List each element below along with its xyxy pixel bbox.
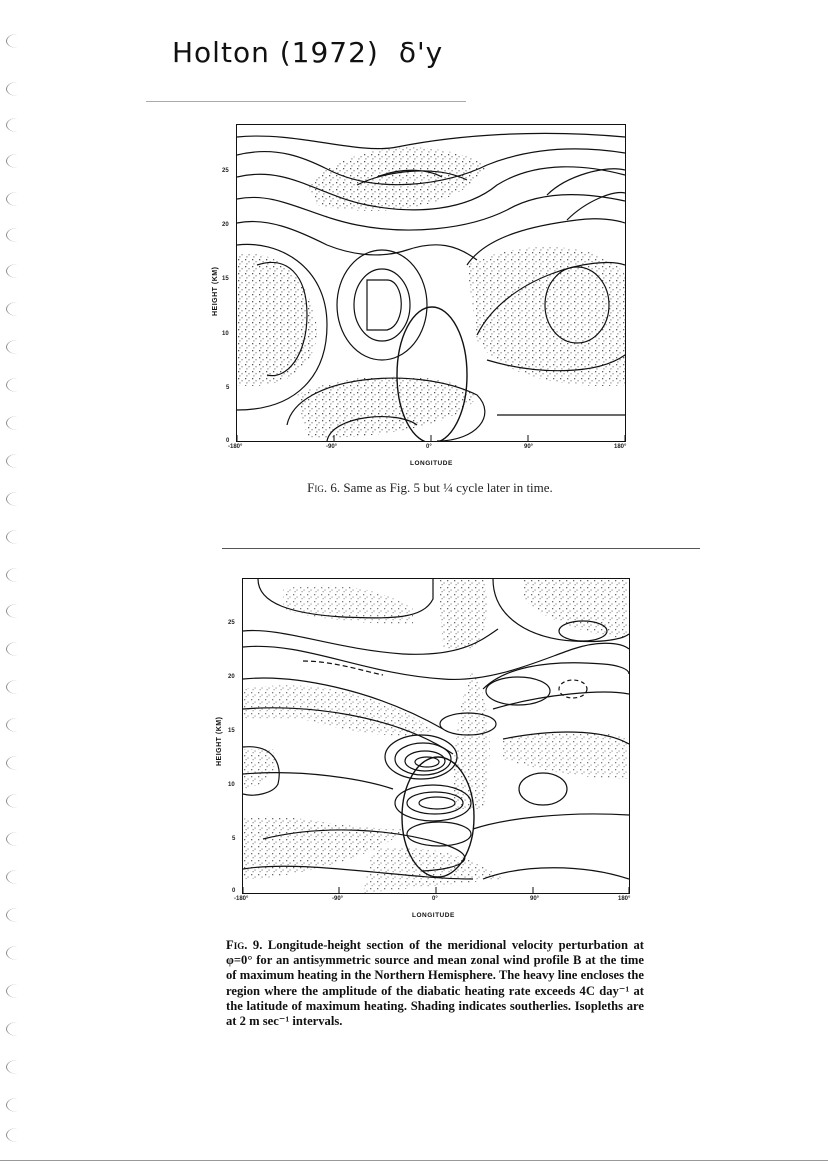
fig9-caption-label: Fig. 9. — [226, 938, 263, 952]
punch-hole — [6, 118, 29, 132]
punch-hole — [6, 794, 29, 808]
punch-hole — [6, 454, 29, 468]
punch-hole — [6, 1060, 29, 1074]
punch-hole — [6, 832, 29, 846]
fig9-shade-region — [453, 669, 490, 809]
fig9-caption-text: Longitude-height section of the meridional velocity perturbation at φ=0° for an antisymmetric source and mean zonal wind profile B at the time of maximum heating in the Northern Hemisphere. The heavy line encloses the region where the amplitude of the diabatic heating rate exceeds 4C day⁻¹ at the latitude of maximum heating. Shading indicates southerlies. Isopleths are at 2 m sec⁻¹ intervals. — [226, 938, 644, 1029]
fig6-y-axis-label: HEIGHT (KM) — [212, 266, 219, 316]
punch-hole — [6, 984, 29, 998]
punch-hole — [6, 378, 29, 392]
fig9-ytick: 15 — [228, 728, 235, 734]
fig6-tick-marks — [237, 435, 625, 441]
fig6-shade-region — [307, 148, 487, 211]
fig9-shade-region — [283, 585, 413, 624]
scan-rule-bottom — [0, 1160, 828, 1161]
punch-hole — [6, 82, 29, 96]
fig9-x-axis-label: LONGITUDE — [412, 912, 455, 919]
fig9-ytick: 10 — [228, 782, 235, 788]
punch-hole — [6, 756, 29, 770]
figure-9-caption — [226, 938, 644, 1029]
fig9-xtick: 90° — [530, 896, 540, 902]
punch-hole — [6, 34, 29, 48]
punch-hole — [6, 642, 29, 656]
fig9-xtick: 180° — [618, 896, 631, 902]
fig9-xtick: -90° — [332, 896, 344, 902]
fig9-y-axis-label: HEIGHT (KM) — [216, 716, 223, 766]
handwritten-mark: δ'y — [398, 36, 444, 69]
fig9-ytick: 20 — [228, 674, 235, 680]
punch-hole — [6, 1098, 29, 1112]
punch-hole — [6, 568, 29, 582]
fig9-shade-region — [523, 579, 629, 639]
fig9-tick-marks — [243, 887, 629, 893]
fig9-shade-region — [438, 579, 487, 649]
punch-hole — [6, 416, 29, 430]
fig9-contour-plot — [243, 579, 629, 893]
fig6-caption-label: Fig. 6. — [307, 480, 341, 495]
punch-hole — [6, 530, 29, 544]
fig6-contour-plot — [237, 125, 625, 441]
punch-hole — [6, 718, 29, 732]
punch-hole — [6, 1128, 29, 1142]
punch-hole — [6, 1022, 29, 1036]
fig9-xtick: -180° — [234, 896, 249, 902]
punch-hole — [6, 264, 29, 278]
fig9-ytick: 0 — [232, 888, 236, 894]
punch-hole — [6, 192, 29, 206]
fig6-xtick: 90° — [524, 444, 534, 450]
punch-hole — [6, 492, 29, 506]
fig6-ytick: 5 — [226, 385, 230, 391]
fig6-ytick: 0 — [226, 438, 230, 444]
punch-hole — [6, 154, 29, 168]
punch-hole — [6, 228, 29, 242]
punch-hole — [6, 870, 29, 884]
punch-hole — [6, 340, 29, 354]
figure-6-caption — [300, 480, 560, 496]
punch-hole — [6, 908, 29, 922]
fig9-ytick: 25 — [228, 620, 235, 626]
section-divider — [222, 548, 700, 549]
fig6-xtick: 0° — [426, 444, 432, 450]
fig6-xtick: -90° — [326, 444, 338, 450]
punch-hole — [6, 604, 29, 618]
fig9-ytick: 5 — [232, 836, 236, 842]
fig6-x-axis-label: LONGITUDE — [410, 460, 453, 467]
handwritten-reference — [172, 36, 443, 69]
fig6-xtick: 180° — [614, 444, 627, 450]
fig6-caption-text: Same as Fig. 5 but ¼ cycle later in time. — [343, 480, 553, 495]
punch-hole — [6, 946, 29, 960]
fig6-ytick: 15 — [222, 276, 229, 282]
fig6-ytick: 10 — [222, 331, 229, 337]
punch-hole — [6, 302, 29, 316]
fig9-shade-region — [503, 732, 629, 780]
handwritten-note: Holton (1972) — [172, 36, 379, 69]
fig9-plot-area — [242, 578, 630, 894]
fig9-shade-region — [243, 685, 433, 735]
fig6-xtick: -180° — [228, 444, 243, 450]
fig6-shade-region — [237, 253, 317, 385]
fig6-ytick: 25 — [222, 168, 229, 174]
fig9-shade-region — [243, 749, 275, 789]
punch-hole — [6, 680, 29, 694]
fig6-ytick: 20 — [222, 222, 229, 228]
fig6-plot-area — [236, 124, 626, 442]
fig9-xtick: 0° — [432, 896, 438, 902]
scan-rule-top — [146, 101, 466, 102]
